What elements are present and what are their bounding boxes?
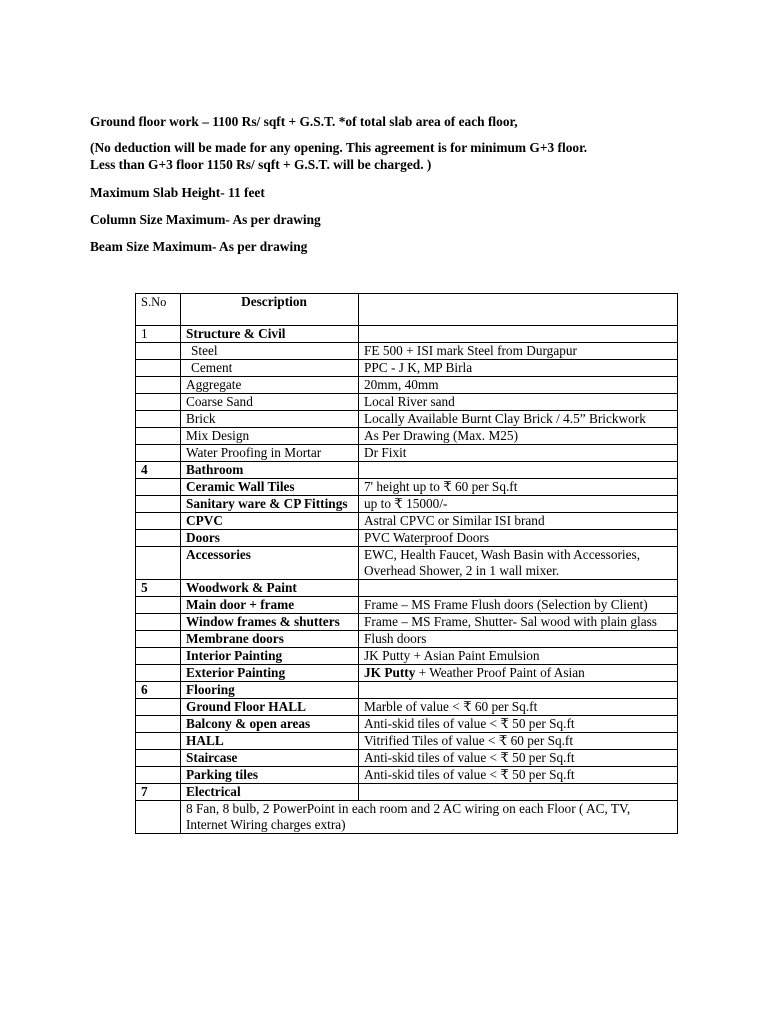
item-label: Interior Painting	[181, 648, 359, 665]
section-title: Woodwork & Paint	[181, 580, 359, 597]
section-spec	[359, 784, 678, 801]
section-row	[136, 326, 678, 343]
item-label: Aggregate	[181, 377, 359, 394]
header-line-slab-height: Maximum Slab Height- 11 feet	[90, 185, 265, 200]
item-spec: Frame – MS Frame, Shutter- Sal wood with plain glass	[359, 614, 678, 631]
table-row	[136, 614, 678, 631]
item-label: Steel	[181, 343, 359, 360]
table-row	[136, 547, 678, 580]
item-label: Main door + frame	[181, 597, 359, 614]
item-label: Exterior Painting	[181, 665, 359, 682]
item-spec: Local River sand	[359, 394, 678, 411]
table-row	[136, 496, 678, 513]
section-sno: 4	[136, 462, 181, 479]
item-label: Cement	[181, 360, 359, 377]
table-row	[136, 648, 678, 665]
item-spec: Frame – MS Frame Flush doors (Selection by Client)	[359, 597, 678, 614]
specification-table	[135, 293, 678, 834]
item-spec: Flush doors	[359, 631, 678, 648]
table-row	[136, 767, 678, 784]
item-label: Parking tiles	[181, 767, 359, 784]
item-spec: As Per Drawing (Max. M25)	[359, 428, 678, 445]
section-sno: 1	[136, 326, 181, 343]
item-spec-brand: JK Putty	[364, 665, 416, 680]
table-row	[136, 597, 678, 614]
section-sno: 6	[136, 682, 181, 699]
item-label: Brick	[181, 411, 359, 428]
section-title: Structure & Civil	[181, 326, 359, 343]
item-spec: Astral CPVC or Similar ISI brand	[359, 513, 678, 530]
item-spec: Anti-skid tiles of value < ₹ 50 per Sq.ft	[359, 716, 678, 733]
table-row	[136, 801, 678, 834]
item-spec-rest: + Weather Proof Paint of Asian	[415, 665, 585, 680]
item-label: Accessories	[181, 547, 359, 580]
table-row	[136, 631, 678, 648]
table-row	[136, 428, 678, 445]
section-sno: 5	[136, 580, 181, 597]
section-title: Flooring	[181, 682, 359, 699]
section-sno: 7	[136, 784, 181, 801]
item-label: Ceramic Wall Tiles	[181, 479, 359, 496]
header-line-column-size: Column Size Maximum- As per drawing	[90, 212, 321, 227]
item-spec: PPC - J K, MP Birla	[359, 360, 678, 377]
section-title: Electrical	[181, 784, 359, 801]
section-row	[136, 682, 678, 699]
section-row	[136, 784, 678, 801]
item-spec: up to ₹ 15000/-	[359, 496, 678, 513]
item-spec: Dr Fixit	[359, 445, 678, 462]
header-note-line-2: Less than G+3 floor 1150 Rs/ sqft + G.S.T. will be charged. )	[90, 157, 432, 172]
section-title: Bathroom	[181, 462, 359, 479]
item-spec: Vitrified Tiles of value < ₹ 60 per Sq.ft	[359, 733, 678, 750]
table-row	[136, 479, 678, 496]
item-label: Water Proofing in Mortar	[181, 445, 359, 462]
item-label: Doors	[181, 530, 359, 547]
description-header: Description	[181, 294, 359, 326]
header-line-rate: Ground floor work – 1100 Rs/ sqft + G.S.T. *of total slab area of each floor,	[90, 114, 518, 129]
item-spec: EWC, Health Faucet, Wash Basin with Accessories, Overhead Shower, 2 in 1 wall mixer.	[359, 547, 678, 580]
item-label: Mix Design	[181, 428, 359, 445]
table-row	[136, 716, 678, 733]
table-row	[136, 343, 678, 360]
table-header-row	[136, 294, 678, 326]
header-note-line-1: (No deduction will be made for any opening. This agreement is for minimum G+3 floor.	[90, 140, 588, 155]
section-row	[136, 580, 678, 597]
item-label: CPVC	[181, 513, 359, 530]
table-row	[136, 699, 678, 716]
table-row	[136, 360, 678, 377]
table-row	[136, 394, 678, 411]
table-row	[136, 411, 678, 428]
spec-header	[359, 294, 678, 326]
table-row	[136, 665, 678, 682]
table-row	[136, 733, 678, 750]
item-label: HALL	[181, 733, 359, 750]
header-line-beam-size: Beam Size Maximum- As per drawing	[90, 239, 308, 254]
item-label: Ground Floor HALL	[181, 699, 359, 716]
item-spec: PVC Waterproof Doors	[359, 530, 678, 547]
sno-header: S.No	[136, 294, 181, 326]
item-label: Balcony & open areas	[181, 716, 359, 733]
item-label: Coarse Sand	[181, 394, 359, 411]
table-row	[136, 750, 678, 767]
item-label: Membrane doors	[181, 631, 359, 648]
item-spec: 20mm, 40mm	[359, 377, 678, 394]
item-spec: 7' height up to ₹ 60 per Sq.ft	[359, 479, 678, 496]
item-spec: FE 500 + ISI mark Steel from Durgapur	[359, 343, 678, 360]
table-row	[136, 445, 678, 462]
table-row	[136, 530, 678, 547]
item-label: Window frames & shutters	[181, 614, 359, 631]
item-spec: JK Putty + Asian Paint Emulsion	[359, 648, 678, 665]
section-spec	[359, 326, 678, 343]
item-spec: Marble of value < ₹ 60 per Sq.ft	[359, 699, 678, 716]
electrical-spec: 8 Fan, 8 bulb, 2 PowerPoint in each room and 2 AC wiring on each Floor ( AC, TV, Internet Wiring charges extra)	[181, 801, 678, 834]
table-row	[136, 513, 678, 530]
item-label: Staircase	[181, 750, 359, 767]
item-spec: Anti-skid tiles of value < ₹ 50 per Sq.ft	[359, 750, 678, 767]
item-spec: Anti-skid tiles of value < ₹ 50 per Sq.ft	[359, 767, 678, 784]
item-spec	[359, 665, 678, 682]
section-spec	[359, 462, 678, 479]
item-label: Sanitary ware & CP Fittings	[181, 496, 359, 513]
item-spec: Locally Available Burnt Clay Brick / 4.5” Brickwork	[359, 411, 678, 428]
table-row	[136, 377, 678, 394]
section-spec	[359, 580, 678, 597]
section-spec	[359, 682, 678, 699]
section-row	[136, 462, 678, 479]
header-line-note	[90, 139, 587, 173]
